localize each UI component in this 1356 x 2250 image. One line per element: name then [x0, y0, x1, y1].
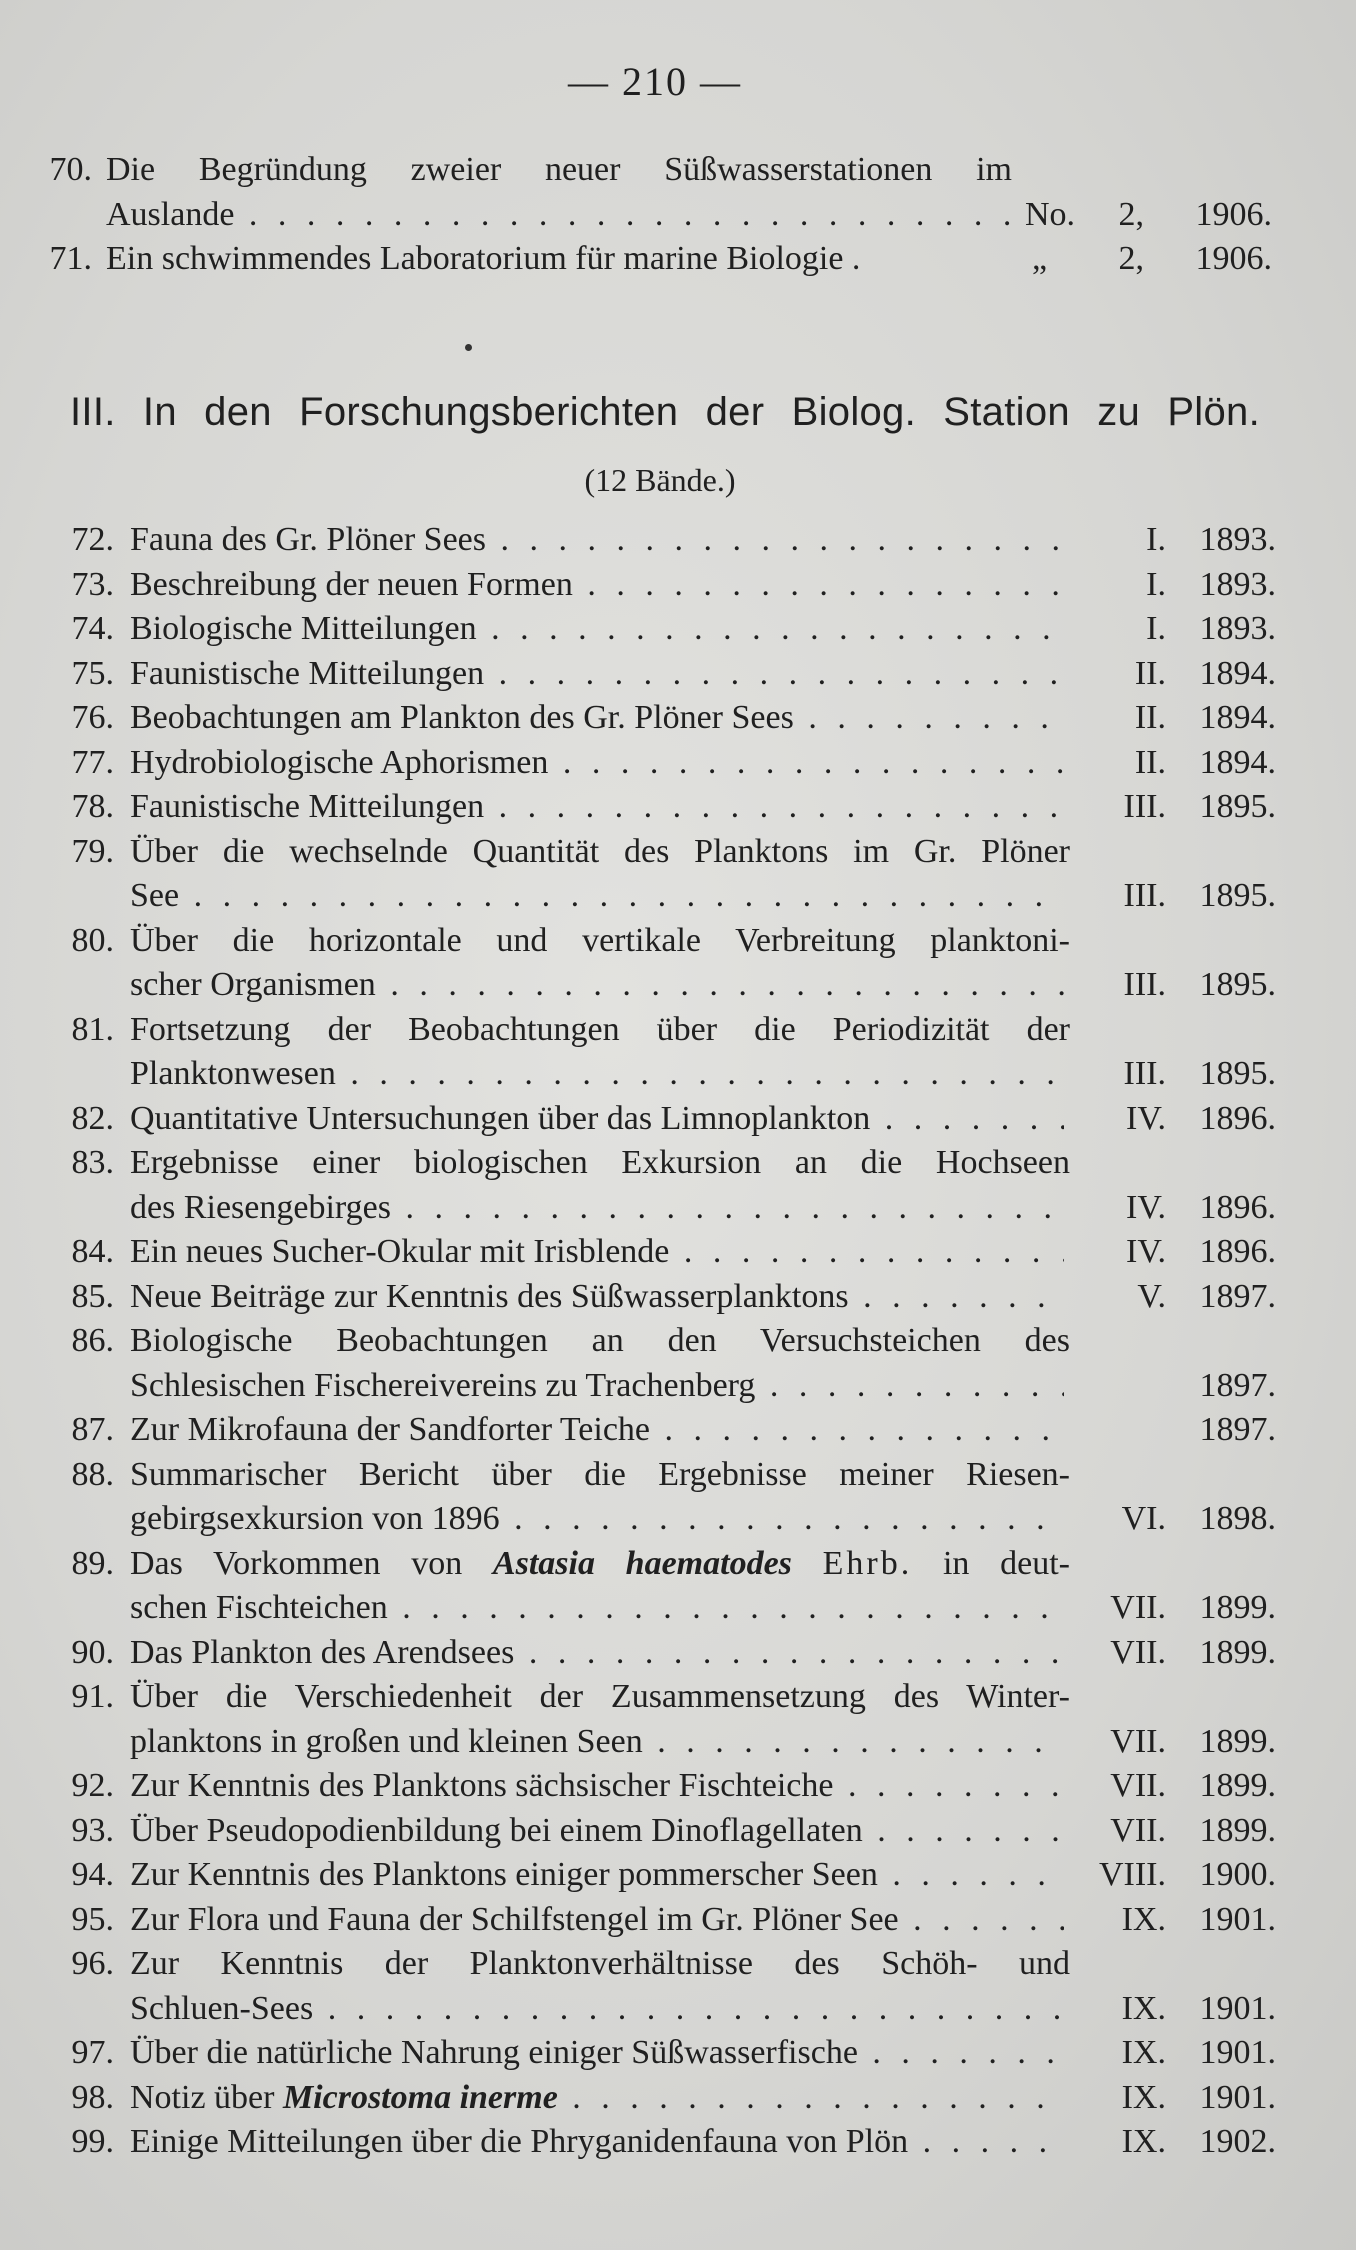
list-item	[0, 1853, 1356, 1898]
entry-title-text: Schlesischen Fischereivereins zu Trachenberg	[130, 1366, 756, 1404]
entry-title-line	[130, 2031, 1064, 2076]
entry-number: 83.	[71, 1144, 114, 1181]
entry-title-text: schen Fischteichen	[130, 1589, 388, 1626]
entry-year: 1893.	[1199, 610, 1276, 647]
entry-title-text: Neue Beiträge zur Kenntnis des Süßwasserplanktons	[130, 1277, 849, 1315]
list-item	[0, 1898, 1356, 1943]
entry-year: 1893.	[1199, 565, 1276, 603]
list-item	[0, 919, 1356, 1008]
entry-number: 73.	[71, 565, 114, 603]
entry-title-line	[130, 919, 1070, 964]
list-item	[0, 563, 1356, 608]
section-subtitle: (12 Bände.)	[584, 462, 736, 498]
entry-title-text: Biologische Mitteilungen	[130, 610, 477, 647]
entry-title-line	[130, 607, 1064, 652]
entry-title-line	[130, 1230, 1064, 1275]
entry-title-line	[130, 1097, 1064, 1142]
entry-title-text: des Riesengebirges	[130, 1188, 391, 1226]
entry-number: 72.	[71, 521, 114, 558]
entry-year: 1896.	[1199, 1233, 1276, 1270]
entry-number: 82.	[71, 1099, 114, 1137]
entry-volume: IV.	[1126, 1099, 1166, 1137]
section-heading: III. In den Forschungsberichten der Biolog. Station zu Plön.	[70, 390, 1260, 434]
entry-year: 1897.	[1199, 1366, 1276, 1404]
entry-year: 1894.	[1199, 654, 1276, 692]
entry-number: 92.	[71, 1767, 114, 1804]
entry-volume: II.	[1134, 699, 1166, 736]
list-item	[0, 696, 1356, 741]
entry-title-line	[130, 1675, 1070, 1720]
entry-title-text: planktons in großen und kleinen Seen	[130, 1722, 643, 1760]
entry-title-line	[130, 1141, 1070, 1186]
entry-volume: IX.	[1121, 1989, 1166, 2027]
entry-year: 1902.	[1199, 2123, 1276, 2160]
entry-title-text: Faunistische Mitteilungen	[130, 788, 485, 825]
list-item	[0, 1230, 1356, 1275]
entry-number: 81.	[71, 1010, 114, 1048]
list-item	[0, 1275, 1356, 1320]
entry-title-line	[130, 1631, 1064, 1676]
entry-title-text: Über die wechselnde Quantität des Planktons im Gr. Plöner	[130, 832, 1070, 870]
entry-volume: I.	[1146, 521, 1166, 558]
entry-title-line	[130, 2120, 1064, 2165]
entry-title-line	[130, 1764, 1064, 1809]
entry-title-text: Biologische Beobachtungen an den Versuchsteichen des	[130, 1322, 1070, 1359]
entry-volume: III.	[1123, 788, 1166, 825]
entry-year: 1897.	[1199, 1411, 1276, 1448]
entry-title-line	[130, 1408, 1064, 1453]
list-item	[0, 1675, 1356, 1764]
entry-title-line	[130, 518, 1064, 563]
entry-title-line	[130, 1008, 1070, 1053]
entry-title-line	[130, 1542, 1070, 1587]
entry-year: 1906.	[1195, 195, 1272, 233]
list-item	[0, 2031, 1356, 2076]
entry-title-line	[130, 1497, 1064, 1542]
list-item	[0, 1008, 1356, 1097]
list-item	[0, 1809, 1356, 1854]
entry-title-text: Fauna des Gr. Plöner Sees	[130, 521, 487, 558]
entry-year: 1895.	[1199, 788, 1276, 825]
list-item	[0, 2076, 1356, 2121]
entry-number: 88.	[71, 1455, 114, 1493]
entry-volume: VII.	[1110, 1722, 1166, 1760]
list-item	[0, 1542, 1356, 1631]
entry-title-text: Faunistische Mitteilungen	[130, 654, 485, 692]
list-item	[0, 652, 1356, 697]
list-item	[0, 1942, 1356, 2031]
entry-year: 1901.	[1199, 1900, 1276, 1938]
list-item	[0, 148, 1356, 237]
entry-year: 1899.	[1199, 1633, 1276, 1671]
entry-number: 86.	[71, 1322, 114, 1359]
list-item	[0, 830, 1356, 919]
list-item	[0, 1097, 1356, 1142]
list-item	[0, 1631, 1356, 1676]
entry-title-line	[130, 1586, 1064, 1631]
entry-title-line: Die Begründung zweier neuer Süßwasserstationen im	[106, 151, 1012, 188]
entry-year: 1899.	[1199, 1722, 1276, 1760]
entry-title-line	[130, 1720, 1064, 1765]
list-item	[0, 1319, 1356, 1408]
entry-title-line	[130, 1275, 1064, 1320]
entry-title-line	[130, 1319, 1070, 1364]
entry-number: 91.	[71, 1678, 114, 1715]
entry-title-text: Zur Kenntnis des Planktons sächsischer Fischteiche	[130, 1767, 834, 1804]
entry-title-line	[130, 652, 1064, 697]
entry-title-text: Notiz über Microstoma inerme	[130, 2078, 558, 2116]
entry-volume: IX.	[1121, 2123, 1166, 2160]
entry-title-text: Ergebnisse einer biologischen Exkursion an die Hochseen	[130, 1144, 1070, 1181]
entry-ditto-mark: „	[1032, 240, 1048, 277]
entry-title-line	[130, 1942, 1070, 1987]
entry-number: 90.	[71, 1633, 114, 1671]
entry-volume: II.	[1134, 654, 1166, 692]
entry-number: 84.	[71, 1233, 114, 1270]
entry-number: 93.	[71, 1811, 114, 1849]
entry-title-text: Zur Mikrofauna der Sandforter Teiche	[130, 1411, 651, 1448]
publication-list	[0, 518, 1356, 2165]
entry-title-text: Hydrobiologische Aphorismen	[130, 743, 549, 781]
entry-volume: VII.	[1110, 1811, 1166, 1849]
entry-issue: 2,	[1118, 240, 1144, 277]
entry-title-line	[130, 2076, 1064, 2121]
entry-number: 77.	[71, 743, 114, 781]
entry-volume: IV.	[1126, 1188, 1166, 1226]
list-item	[0, 785, 1356, 830]
entry-year: 1901.	[1199, 2078, 1276, 2116]
entry-volume: VIII.	[1098, 1856, 1166, 1893]
entry-title-text: Über Pseudopodienbildung bei einem Dinoflagellaten	[130, 1811, 863, 1849]
entry-title-text: See	[130, 877, 180, 914]
entry-title-line	[130, 785, 1064, 830]
entry-volume: V.	[1137, 1277, 1166, 1315]
entry-year: 1896.	[1199, 1188, 1276, 1226]
entry-title-text: Das Vorkommen von Astasia haematodes Ehrb. in deut-	[130, 1544, 1070, 1582]
entry-year: 1895.	[1199, 966, 1276, 1003]
entry-number: 94.	[71, 1856, 114, 1893]
entry-year: 1897.	[1199, 1277, 1276, 1315]
entry-volume: II.	[1134, 743, 1166, 781]
entry-number: 96.	[71, 1945, 114, 1982]
entry-volume: III.	[1123, 877, 1166, 914]
entry-volume: VII.	[1110, 1767, 1166, 1804]
entry-volume: IX.	[1121, 2034, 1166, 2071]
entry-number: 87.	[71, 1411, 114, 1448]
entry-number: 79.	[71, 832, 114, 870]
entry-volume: VI.	[1121, 1500, 1166, 1537]
entry-year: 1898.	[1199, 1500, 1276, 1537]
list-item	[0, 1408, 1356, 1453]
entry-title-line	[130, 1987, 1064, 2032]
entry-title-line	[130, 1853, 1064, 1898]
entry-title-text: Ein neues Sucher-Okular mit Irisblende	[130, 1233, 670, 1270]
entry-title-text: gebirgsexkursion von 1896	[130, 1500, 500, 1537]
entry-volume: VII.	[1110, 1633, 1166, 1671]
entry-year: 1906.	[1195, 240, 1272, 277]
ink-dot	[465, 344, 472, 351]
entry-title-text: Einige Mitteilungen über die Phryganidenfauna von Plön	[130, 2123, 909, 2160]
entry-year: 1901.	[1199, 2034, 1276, 2071]
entry-title-line	[130, 963, 1064, 1008]
entry-title-line	[130, 1186, 1064, 1231]
entry-year: 1900.	[1199, 1856, 1276, 1893]
list-item	[0, 1141, 1356, 1230]
entry-number: 76.	[71, 699, 114, 736]
entry-title-text: Beschreibung der neuen Formen	[130, 565, 573, 603]
entry-title-text: Planktonwesen	[130, 1055, 336, 1092]
entry-title-line	[130, 1364, 1064, 1409]
entry-volume: VII.	[1110, 1589, 1166, 1626]
entry-volume: IX.	[1121, 1900, 1166, 1938]
entry-title-text: Über die natürliche Nahrung einiger Süßwasserfische	[130, 2034, 858, 2071]
entry-title-text: Schluen-Sees	[130, 1989, 314, 2027]
entry-title-text: Fortsetzung der Beobachtungen über die Periodizität der	[130, 1010, 1070, 1048]
list-item	[0, 1764, 1356, 1809]
entry-title-line	[130, 874, 1064, 919]
entry-title-line	[130, 1898, 1064, 1943]
entry-number: 78.	[71, 788, 114, 825]
entry-volume: I.	[1146, 565, 1166, 603]
entry-number: 71.	[49, 240, 92, 277]
entry-year: 1894.	[1199, 699, 1276, 736]
entry-title-text: scher Organismen	[130, 966, 376, 1003]
entry-title-line	[130, 563, 1064, 608]
entry-number: 75.	[71, 654, 114, 692]
entry-title-text: Das Plankton des Arendsees	[130, 1633, 515, 1671]
entry-title-text: Zur Kenntnis der Planktonverhältnisse des Schöh- und	[130, 1945, 1070, 1982]
entry-title-text: Über die horizontale und vertikale Verbreitung planktoni-	[130, 921, 1070, 959]
entry-no-label: No.	[1025, 195, 1076, 233]
list-item	[0, 2120, 1356, 2165]
entry-number: 85.	[71, 1277, 114, 1315]
entry-year: 1894.	[1199, 743, 1276, 781]
entry-number: 97.	[71, 2034, 114, 2071]
entry-title-text: Quantitative Untersuchungen über das Limnoplankton	[130, 1099, 871, 1137]
list-item	[0, 237, 1356, 282]
entry-issue: 2,	[1118, 195, 1144, 233]
entry-number: 80.	[71, 921, 114, 959]
entry-title-line	[130, 696, 1064, 741]
entry-number: 99.	[71, 2123, 114, 2160]
entry-volume: III.	[1123, 1055, 1166, 1092]
entry-year: 1899.	[1199, 1589, 1276, 1626]
entry-title-line: Ein schwimmendes Laboratorium für marine Biologie .	[106, 240, 861, 277]
entry-number: 89.	[71, 1544, 114, 1582]
entry-title-line: Auslande . . .	[106, 193, 1014, 238]
entry-volume: IV.	[1126, 1233, 1166, 1270]
list-item	[0, 741, 1356, 786]
entry-volume: IX.	[1121, 2078, 1166, 2116]
top-entry-list	[0, 148, 1356, 282]
entry-title-text: Zur Kenntnis des Planktons einiger pommerscher Seen	[130, 1856, 878, 1893]
entry-volume: III.	[1123, 966, 1166, 1003]
entry-title-text: Zur Flora und Fauna der Schilfstengel im Gr. Plöner See	[130, 1900, 899, 1938]
list-item	[0, 1453, 1356, 1542]
entry-year: 1896.	[1199, 1099, 1276, 1137]
entry-title-text: Summarischer Bericht über die Ergebnisse meiner Riesen-	[130, 1455, 1070, 1493]
entry-year: 1895.	[1199, 877, 1276, 914]
list-item	[0, 607, 1356, 652]
entry-title-line	[130, 1052, 1064, 1097]
entry-title-line	[130, 1809, 1064, 1854]
entry-year: 1895.	[1199, 1055, 1276, 1092]
entry-title-line	[130, 1453, 1070, 1498]
entry-volume: I.	[1146, 610, 1166, 647]
entry-number: 70.	[49, 151, 92, 188]
entry-title-line	[130, 830, 1070, 875]
entry-number: 74.	[71, 610, 114, 647]
entry-number: 95.	[71, 1900, 114, 1938]
entry-title-text: Über die Verschiedenheit der Zusammensetzung des Winter-	[130, 1678, 1070, 1715]
entry-number: 98.	[71, 2078, 114, 2116]
list-item	[0, 518, 1356, 563]
entry-title-text: Beobachtungen am Plankton des Gr. Plöner Sees	[130, 699, 794, 736]
entry-title-line	[130, 741, 1064, 786]
entry-year: 1899.	[1199, 1811, 1276, 1849]
page-number: — 210 —	[568, 59, 742, 104]
entry-year: 1901.	[1199, 1989, 1276, 2027]
entry-year: 1893.	[1199, 521, 1276, 558]
entry-year: 1899.	[1199, 1767, 1276, 1804]
